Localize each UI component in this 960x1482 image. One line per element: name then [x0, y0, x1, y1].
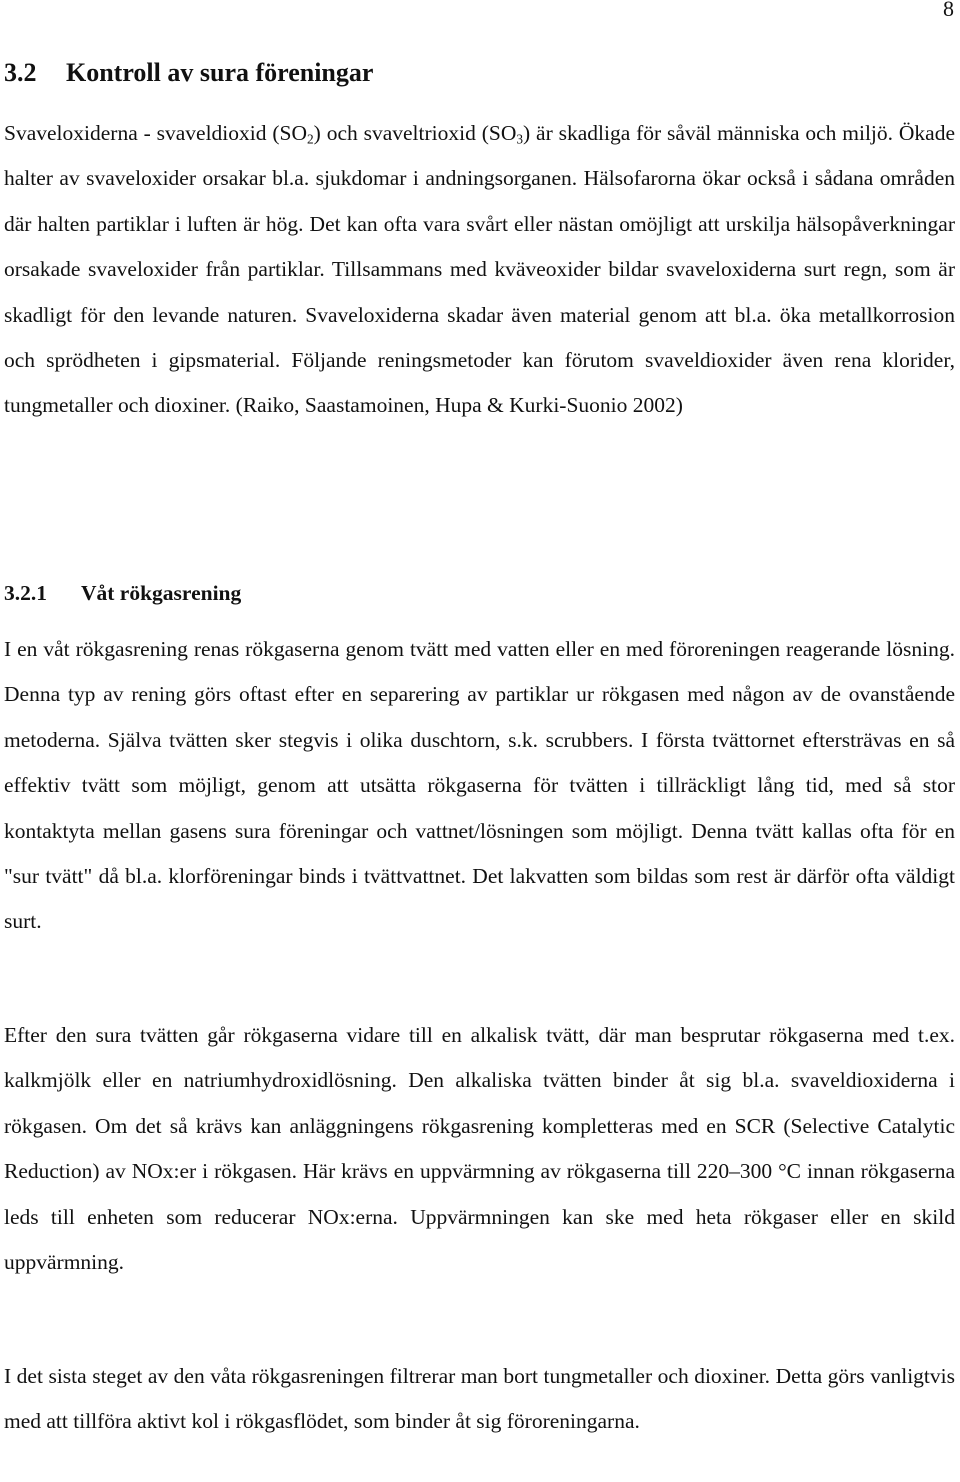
subsection-number: 3.2.1	[4, 581, 47, 605]
subsection-heading	[4, 576, 241, 610]
section-number: 3.2	[4, 58, 37, 87]
page-number: 8	[943, 0, 954, 21]
intro-paragraph	[4, 111, 955, 429]
intro-text-2: ) och svaveltrioxid (SO	[313, 121, 517, 145]
section-heading	[4, 56, 373, 90]
intro-text-1: Svaveloxiderna - svaveldioxid (SO	[4, 121, 307, 145]
section-title: Kontroll av sura föreningar	[66, 58, 374, 87]
body-paragraph-1: I en våt rökgasrening renas rökgaserna genom tvätt med vatten eller en med föroreningen reagerande lösning. Denna typ av rening görs oftast efter en separering av partiklar ur rökgasen med någon av de ovanstående metoderna. Själva tvätten sker stegvis i olika duschtorn, s.k. scrubbers. I första tvättornet eftersträvas en så effektiv tvätt som möjligt, genom att utsätta rökgaserna för tvätten i tillräckligt lång tid, med så stor kontaktyta mellan gasens sura föreningar och vattnet/lösningen som möjligt. Denna tvätt kallas ofta för en "sur tvätt" då bl.a. klorföreningar binds i tvättvattnet. Det lakvatten som bildas som rest är därför ofta väldigt surt.	[4, 637, 955, 934]
subsection-title: Våt rökgasrening	[81, 581, 242, 605]
body-paragraph-2: Efter den sura tvätten går rökgaserna vidare till en alkalisk tvätt, där man besprutar rökgaserna med t.ex. kalkmjölk eller en natriumhydroxidlösning. Den alkaliska tvätten binder åt sig bl.a. svaveldioxiderna i rökgasen. Om det så krävs kan anläggningens rökgasrening kompletteras med en SCR (Selective Catalytic Reduction) av NOx:er i rökgasen. Här krävs en uppvärmning av rökgaserna till 220–300 °C innan rökgaserna leds till enheten som reducerar NOx:erna. Uppvärmningen kan ske med heta rökgaser eller en skild uppvärmning.	[4, 1023, 955, 1275]
intro-text-3: ) är skadliga för såväl människa och miljö. Ökade halter av svaveloxider orsakar bl.a. sjukdomar i andningsorganen. Hälsofarorna ökar också i sådana områden där halten partiklar i luften är hög. Det kan ofta vara svårt eller nästan omöjligt att urskilja hälsopåverkningar orsakade svaveloxider från partiklar. Tillsammans med kväveoxider bildar svaveloxiderna surt regn, som är skadligt för den levande naturen. Svaveloxiderna skadar även material genom att bl.a. öka metallkorrosion och sprödheten i gipsmaterial. Följande reningsmetoder kan förutom svaveldioxider även rena klorider, tungmetaller och dioxiner. (Raiko, Saastamoinen, Hupa & Kurki-Suonio 2002)	[4, 121, 955, 418]
so2-subscript: 2	[307, 131, 314, 147]
so3-subscript: 3	[516, 131, 524, 147]
body-paragraph-3: I det sista steget av den våta rökgasreningen filtrerar man bort tungmetaller och dioxiner. Detta görs vanligtvis med att tillföra aktivt kol i rökgasflödet, som binder åt sig föroreningarna.	[4, 1364, 955, 1434]
